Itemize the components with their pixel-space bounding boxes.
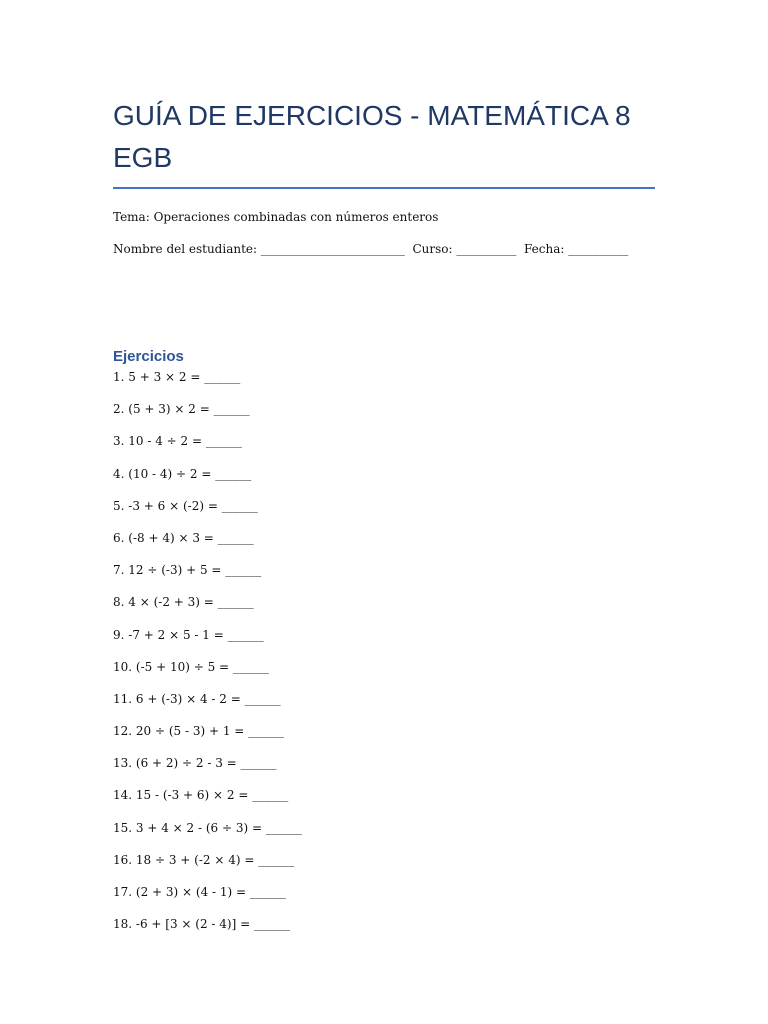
exercise-item: 4. (10 - 4) ÷ 2 = ______	[113, 466, 252, 481]
exercise-list	[113, 369, 655, 948]
exercise-item: 3. 10 - 4 ÷ 2 = ______	[113, 434, 242, 449]
exercise-item: 16. 18 ÷ 3 + (-2 × 4) = ______	[113, 852, 295, 867]
title-underline	[113, 187, 655, 189]
exercise-item: 1. 5 + 3 × 2 = ______	[113, 370, 241, 384]
exercise-item: 7. 12 ÷ (-3) + 5 = ______	[113, 563, 262, 578]
exercise-item: 8. 4 × (-2 + 3) = ______	[113, 595, 254, 610]
document-title: GUÍA DE EJERCICIOS - MATEMÁTICA 8 EGB	[113, 100, 631, 173]
exercises-heading: Ejercicios	[113, 348, 184, 365]
exercise-item: 17. (2 + 3) × (4 - 1) = ______	[113, 885, 286, 899]
exercise-item: 10. (-5 + 10) ÷ 5 = ______	[113, 659, 269, 674]
exercise-item: 2. (5 + 3) × 2 = ______	[113, 402, 250, 417]
exercise-item: 11. 6 + (-3) × 4 - 2 = ______	[113, 691, 281, 706]
student-info-line: Nombre del estudiante: ________________________ Curso: __________ Fecha: __________	[113, 242, 629, 256]
exercise-item: 13. (6 + 2) ÷ 2 - 3 = ______	[113, 756, 277, 771]
exercise-item: 6. (-8 + 4) × 3 = ______	[113, 530, 254, 545]
topic-line: Tema: Operaciones combinadas con números enteros	[113, 210, 439, 224]
exercise-item: 14. 15 - (-3 + 6) × 2 = ______	[113, 788, 289, 803]
exercise-item: 18. -6 + [3 × (2 - 4)] = ______	[113, 917, 290, 932]
exercise-item: 5. -3 + 6 × (-2) = ______	[113, 498, 258, 513]
exercise-item: 12. 20 ÷ (5 - 3) + 1 = ______	[113, 724, 285, 739]
exercise-item: 15. 3 + 4 × 2 - (6 ÷ 3) = ______	[113, 820, 302, 835]
exercise-item: 9. -7 + 2 × 5 - 1 = ______	[113, 627, 264, 642]
document-page	[113, 95, 655, 948]
